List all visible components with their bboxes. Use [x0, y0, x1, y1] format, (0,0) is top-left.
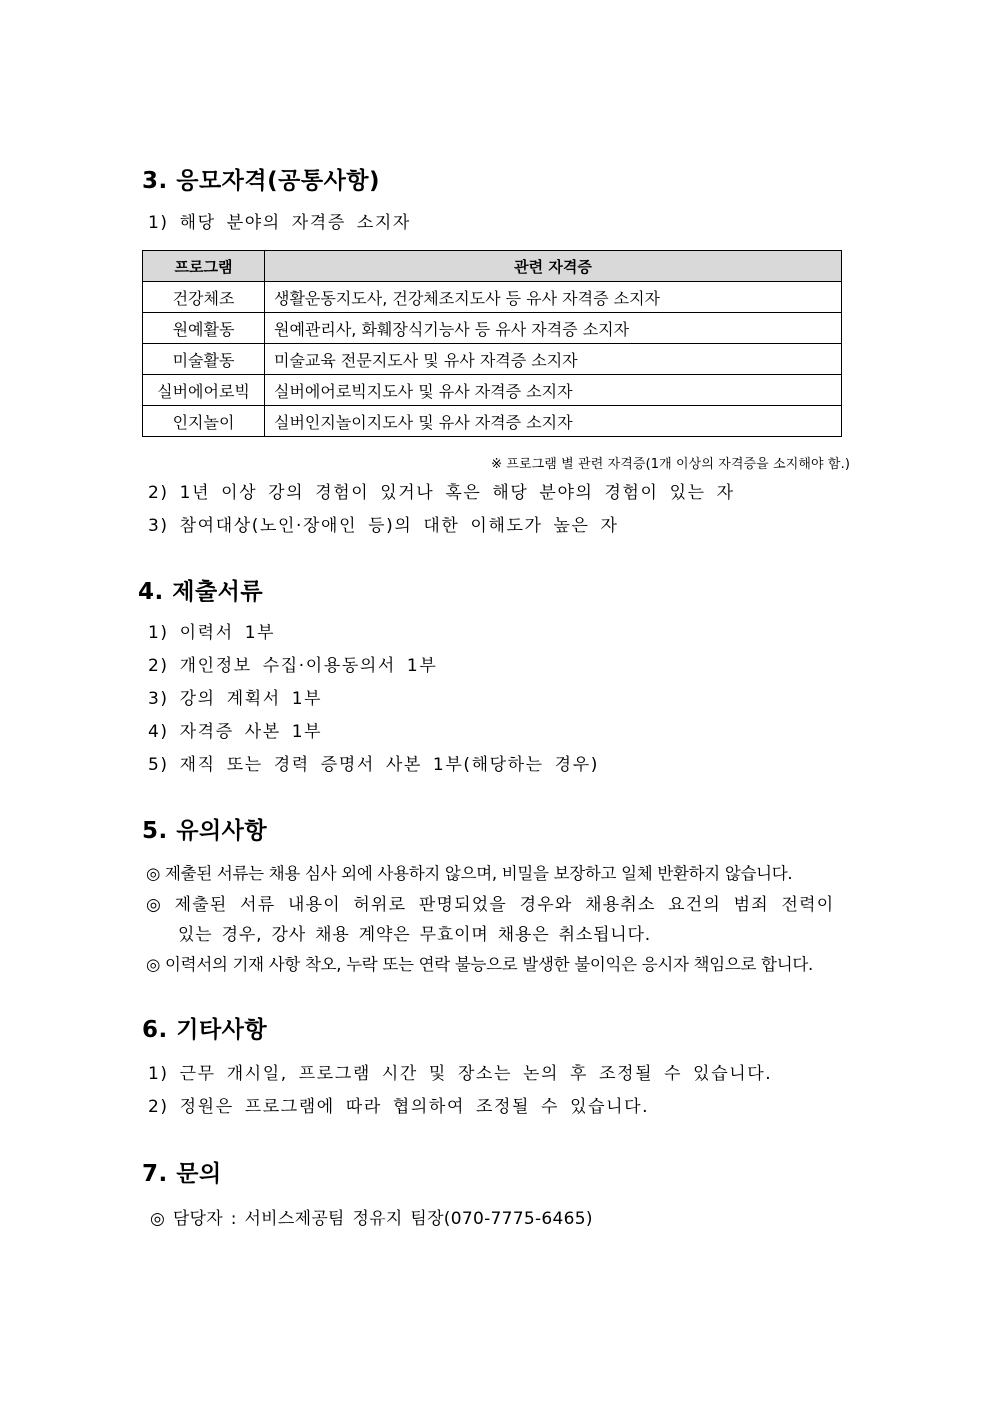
table-header-certificate: 관련 자격증	[265, 251, 842, 282]
notice-bullet-2-line-2: 있는 경우, 강사 채용 계약은 무효이며 채용은 취소됩니다.	[178, 925, 651, 945]
section-3-item-2: 2) 1년 이상 강의 경험이 있거나 혹은 해당 분야의 경험이 있는 자	[148, 483, 735, 503]
section-5-heading: 5. 유의사항	[142, 818, 268, 844]
qualification-table	[142, 250, 842, 437]
table-cell-program: 원예활동	[143, 313, 265, 344]
section-6-heading: 6. 기타사항	[142, 1017, 268, 1043]
table-row	[143, 313, 842, 344]
contact-info: ◎ 담당자 : 서비스제공팀 정유지 팀장(070-7775-6465)	[150, 1209, 593, 1229]
table-row	[143, 344, 842, 375]
notice-bullet-1: ◎ 제출된 서류는 채용 심사 외에 사용하지 않으며, 비밀을 보장하고 일체 반환하지 않습니다.	[146, 864, 793, 883]
document-item: 5) 재직 또는 경력 증명서 사본 1부(해당하는 경우)	[148, 755, 599, 775]
table-row	[143, 406, 842, 437]
document-item: 4) 자격증 사본 1부	[148, 722, 323, 742]
table-row	[143, 282, 842, 313]
section-3-item-1: 1) 해당 분야의 자격증 소지자	[148, 213, 411, 233]
table-cell-certificate: 실버인지놀이지도사 및 유사 자격증 소지자	[265, 406, 842, 437]
table-cell-program: 실버에어로빅	[143, 375, 265, 406]
document-item: 2) 개인정보 수집·이용동의서 1부	[148, 656, 438, 676]
table-header-program: 프로그램	[143, 251, 265, 282]
table-cell-certificate: 미술교육 전문지도사 및 유사 자격증 소지자	[265, 344, 842, 375]
section-7-heading: 7. 문의	[142, 1161, 222, 1187]
table-header-row	[143, 251, 842, 282]
table-cell-program: 인지놀이	[143, 406, 265, 437]
other-item: 1) 근무 개시일, 프로그램 시간 및 장소는 논의 후 조정될 수 있습니다.	[148, 1064, 773, 1084]
section-3-heading: 3. 응모자격(공통사항)	[142, 168, 381, 194]
section-3-item-3: 3) 참여대상(노인·장애인 등)의 대한 이해도가 높은 자	[148, 516, 619, 536]
table-cell-certificate: 생활운동지도사, 건강체조지도사 등 유사 자격증 소지자	[265, 282, 842, 313]
document-item: 3) 강의 계획서 1부	[148, 689, 323, 709]
table-cell-program: 건강체조	[143, 282, 265, 313]
other-item: 2) 정원은 프로그램에 따라 협의하여 조정될 수 있습니다.	[148, 1097, 650, 1117]
notice-bullet-2-line-1: ◎ 제출된 서류 내용이 허위로 판명되었을 경우와 채용취소 요건의 범죄 전력이	[146, 895, 835, 915]
table-row	[143, 375, 842, 406]
table-cell-program: 미술활동	[143, 344, 265, 375]
table-cell-certificate: 원예관리사, 화훼장식기능사 등 유사 자격증 소지자	[265, 313, 842, 344]
document-item: 1) 이력서 1부	[148, 623, 276, 643]
notice-bullet-3: ◎ 이력서의 기재 사항 착오, 누락 또는 연락 불능으로 발생한 불이익은 응시자 책임으로 합니다.	[146, 955, 813, 974]
table-note: ※ 프로그램 별 관련 자격증(1개 이상의 자격증을 소지해야 함.)	[491, 457, 850, 472]
table-cell-certificate: 실버에어로빅지도사 및 유사 자격증 소지자	[265, 375, 842, 406]
section-4-heading: 4. 제출서류	[138, 579, 264, 605]
